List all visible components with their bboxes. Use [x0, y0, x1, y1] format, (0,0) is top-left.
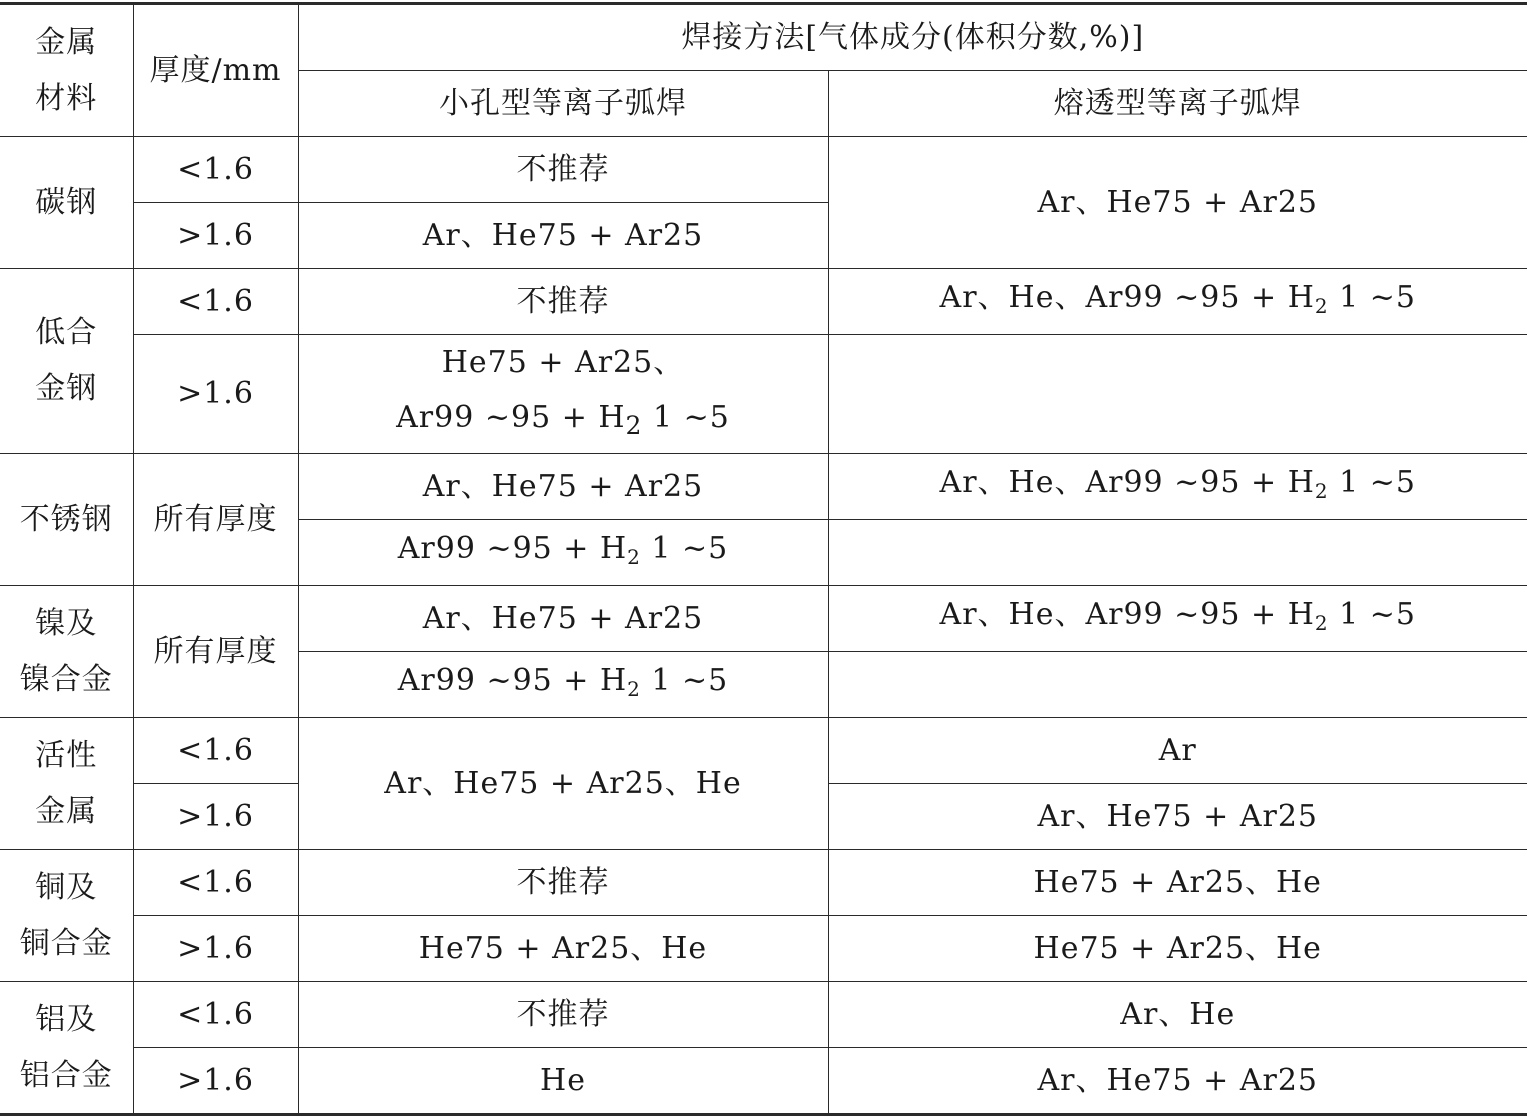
thickness-cell: <1.6: [133, 137, 298, 203]
material-line: 铜及: [35, 869, 98, 905]
thickness-cell: 所有厚度: [133, 454, 298, 586]
material-cell: [0, 269, 133, 454]
melt-in-cell: [828, 454, 1527, 520]
gas-text: Ar99 ~95 + $H_2$ 1 ~5: [397, 662, 729, 701]
header-melt-in: 熔透型等离子弧焊: [828, 71, 1527, 137]
keyhole-cell: Ar、He75 + Ar25: [298, 586, 828, 652]
table-row: [0, 916, 1527, 982]
gas-text: Ar99 ~95 + $H_2$ 1 ~5: [397, 530, 729, 569]
gas-text: He75 + Ar25、: [441, 345, 685, 380]
header-thickness: 厚度/mm: [133, 4, 298, 137]
table-row: [0, 269, 1527, 335]
melt-in-cell: [828, 335, 1527, 454]
gas-text: Ar99 ~95 + $H_2$ 1 ~5: [396, 400, 730, 440]
melt-in-cell: He75 + Ar25、He: [828, 916, 1527, 982]
table-row: [0, 586, 1527, 652]
thickness-cell: 所有厚度: [133, 586, 298, 718]
table-header-row: [0, 4, 1527, 71]
header-method: 焊接方法[气体成分(体积分数,%)]: [298, 4, 1527, 71]
material-cell: [0, 454, 133, 586]
table-row: [0, 137, 1527, 203]
table-row: [0, 718, 1527, 784]
melt-in-cell: [828, 586, 1527, 652]
thickness-cell: >1.6: [133, 784, 298, 850]
keyhole-cell: He75 + Ar25、He: [298, 916, 828, 982]
keyhole-cell: 不推荐: [298, 982, 828, 1048]
material-line: 镍及: [35, 605, 98, 641]
gas-text: Ar、He、Ar99 ~95 + $H_2$ 1 ~5: [939, 596, 1416, 635]
melt-in-cell: Ar、He75 + Ar25: [828, 137, 1527, 269]
material-cell: [0, 850, 133, 982]
material-cell: [0, 982, 133, 1115]
melt-in-cell: [828, 652, 1527, 718]
header-material-line: 金属: [35, 24, 98, 60]
material-line: 镍合金: [19, 661, 113, 697]
keyhole-cell: [298, 335, 828, 454]
thickness-cell: >1.6: [133, 1048, 298, 1115]
gas-selection-table: [0, 2, 1527, 1116]
thickness-cell: <1.6: [133, 982, 298, 1048]
material-cell: [0, 137, 133, 269]
material-line: 铝合金: [19, 1057, 113, 1093]
keyhole-cell: [298, 652, 828, 718]
table-row: [0, 850, 1527, 916]
table-row: [0, 982, 1527, 1048]
table-row: [0, 335, 1527, 454]
keyhole-cell: Ar、He75 + Ar25: [298, 454, 828, 520]
keyhole-cell: [298, 520, 828, 586]
material-line: 铜合金: [19, 925, 113, 961]
gas-text: Ar、He、Ar99 ~95 + $H_2$ 1 ~5: [939, 464, 1416, 503]
thickness-cell: <1.6: [133, 850, 298, 916]
melt-in-cell: Ar、He75 + Ar25: [828, 1048, 1527, 1115]
material-line: 不锈钢: [19, 501, 113, 537]
material-line: 金钢: [35, 371, 98, 406]
material-line: 金属: [35, 793, 98, 829]
thickness-cell: <1.6: [133, 718, 298, 784]
keyhole-cell: Ar、He75 + Ar25、He: [298, 718, 828, 850]
material-cell: [0, 586, 133, 718]
keyhole-cell: 不推荐: [298, 850, 828, 916]
melt-in-cell: Ar、He75 + Ar25: [828, 784, 1527, 850]
gas-text: Ar、He、Ar99 ~95 + $H_2$ 1 ~5: [939, 279, 1416, 318]
melt-in-cell: [828, 520, 1527, 586]
thickness-cell: >1.6: [133, 335, 298, 454]
thickness-cell: >1.6: [133, 916, 298, 982]
header-material-line: 材料: [35, 80, 98, 116]
material-line: 铝及: [35, 1001, 98, 1037]
table-row: [0, 1048, 1527, 1115]
melt-in-cell: Ar: [828, 718, 1527, 784]
header-keyhole: 小孔型等离子弧焊: [298, 71, 828, 137]
header-material: [0, 4, 133, 137]
material-line: 低合: [35, 315, 98, 350]
thickness-cell: >1.6: [133, 203, 298, 269]
keyhole-cell: Ar、He75 + Ar25: [298, 203, 828, 269]
material-line: 碳钢: [35, 184, 98, 220]
table-row: [0, 454, 1527, 520]
thickness-cell: <1.6: [133, 269, 298, 335]
keyhole-cell: He: [298, 1048, 828, 1115]
material-cell: [0, 718, 133, 850]
melt-in-cell: [828, 269, 1527, 335]
melt-in-cell: Ar、He: [828, 982, 1527, 1048]
material-line: 活性: [35, 737, 98, 773]
melt-in-cell: He75 + Ar25、He: [828, 850, 1527, 916]
keyhole-cell: 不推荐: [298, 137, 828, 203]
keyhole-cell: 不推荐: [298, 269, 828, 335]
